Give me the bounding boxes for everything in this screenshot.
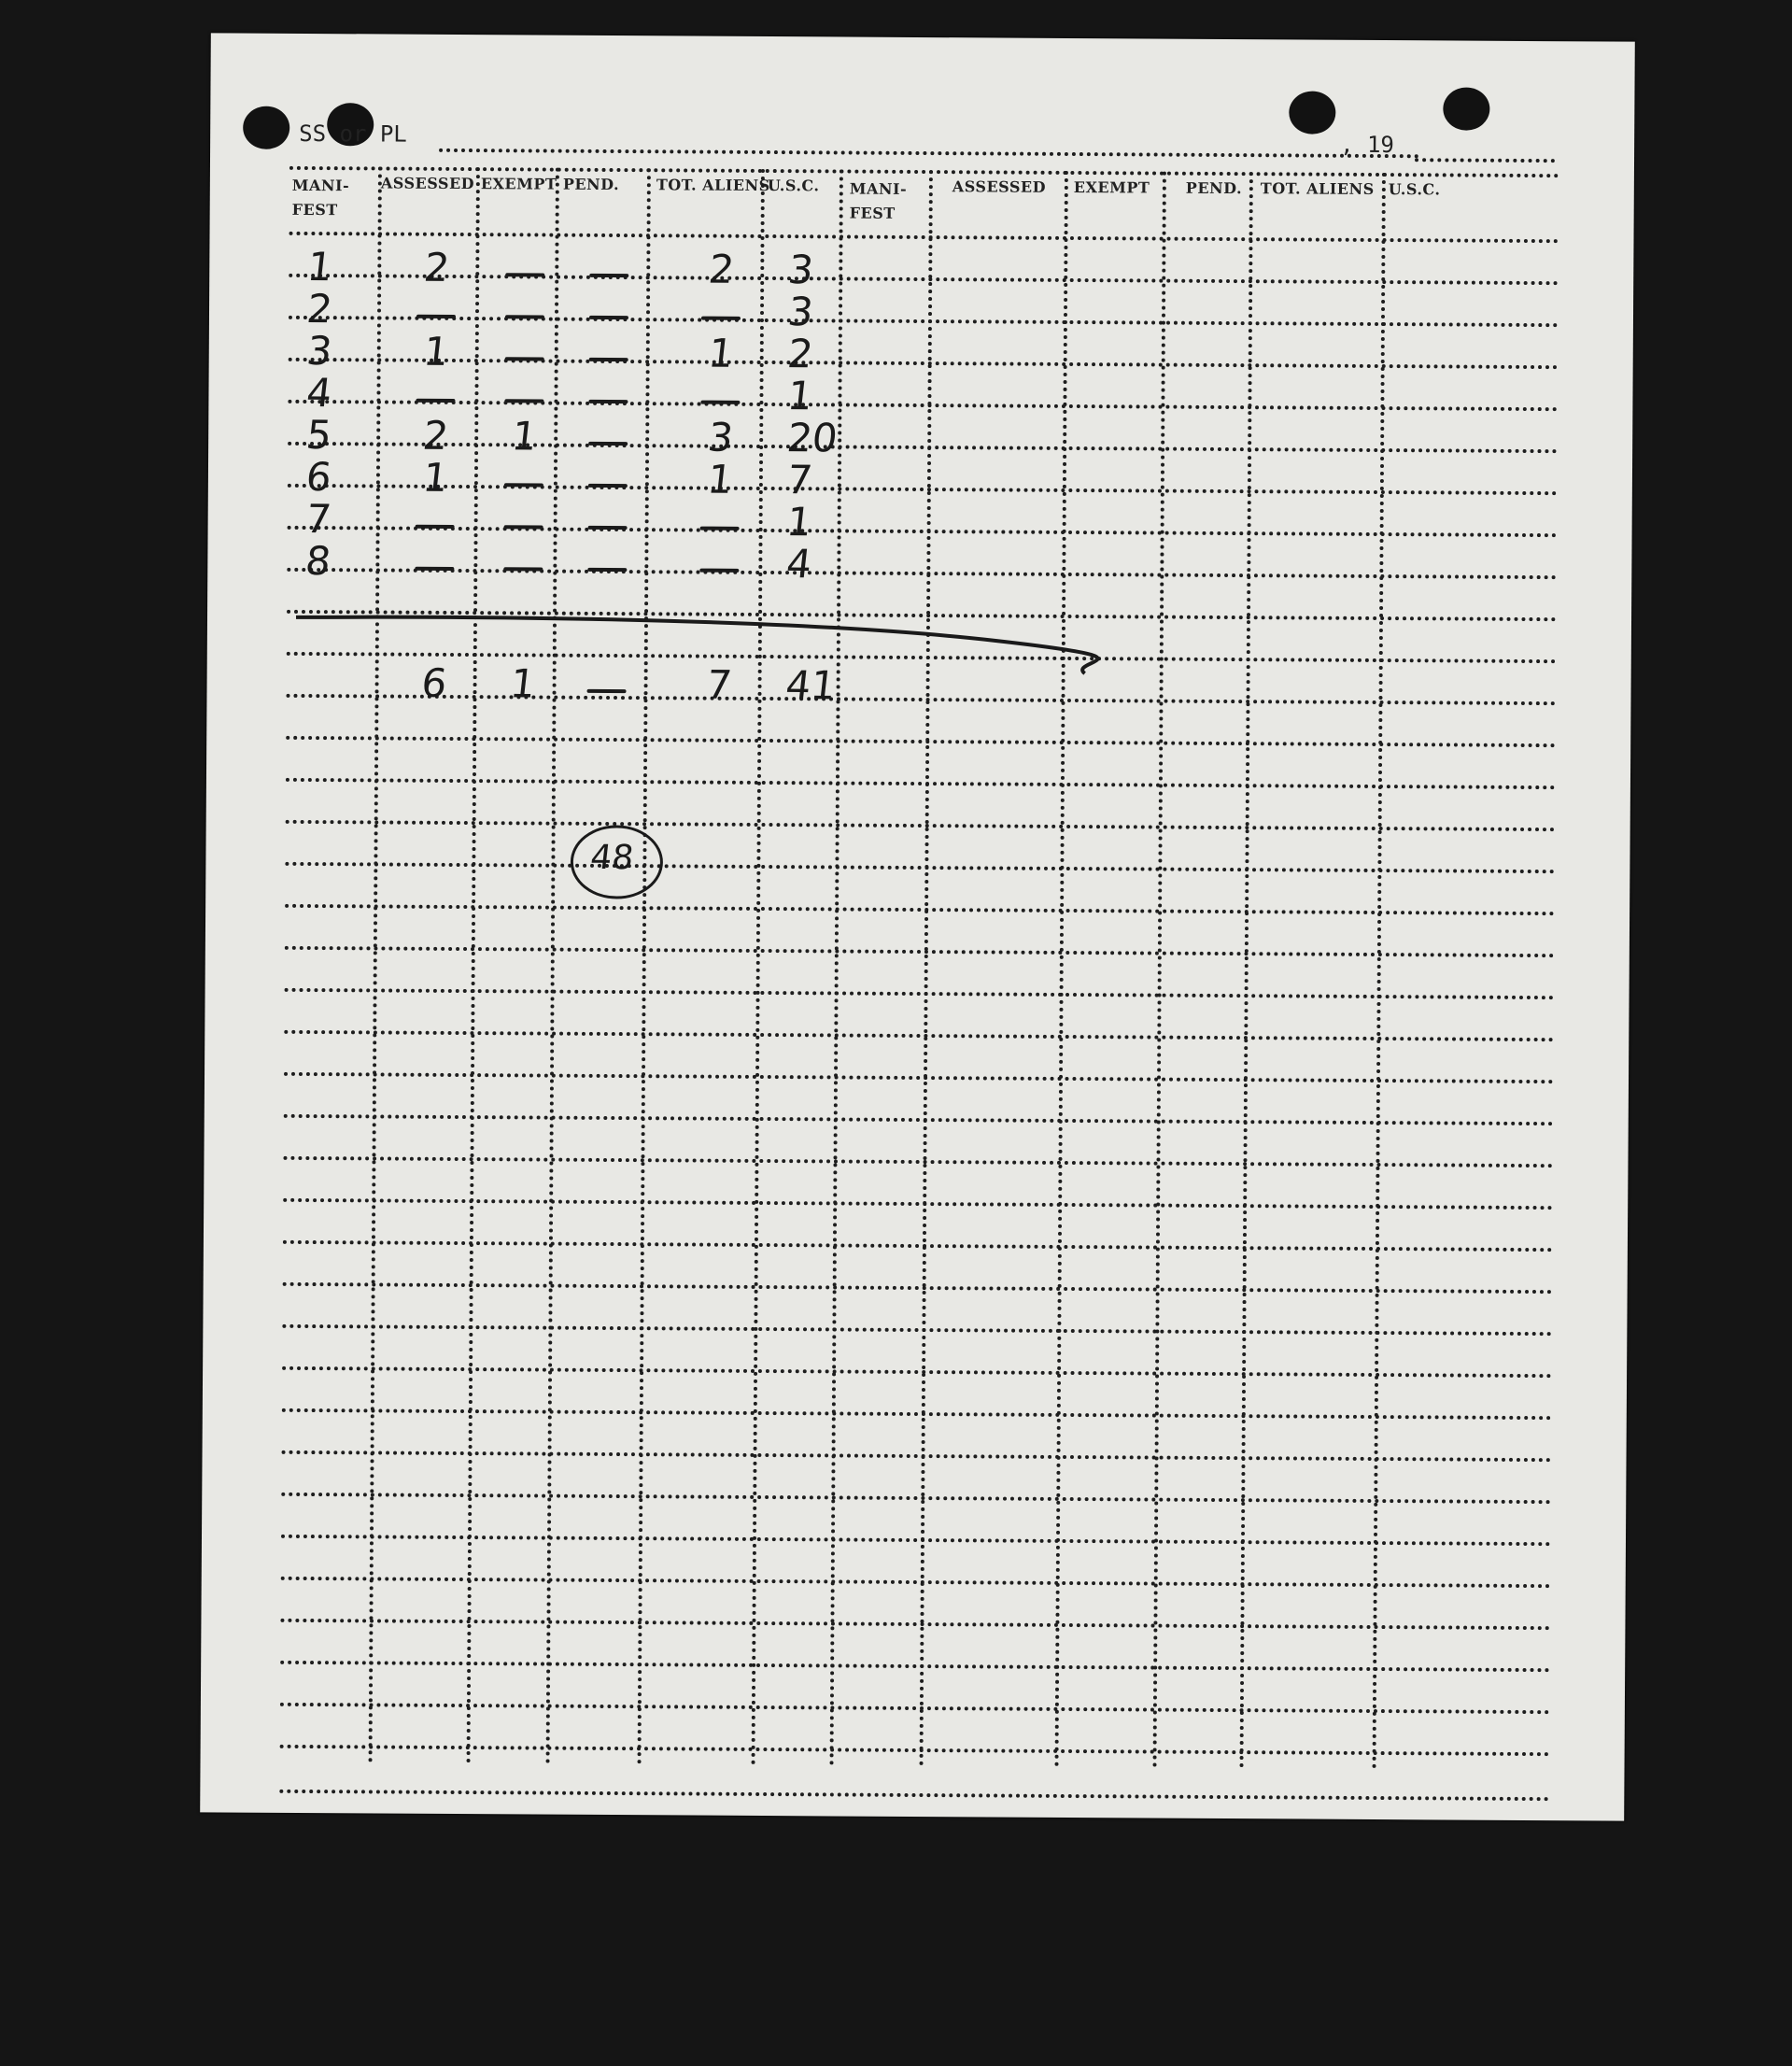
col-pend-right: PEND. — [1185, 178, 1243, 198]
entry-tot-aliens: 1 — [705, 456, 736, 502]
entry-usc: 4 — [783, 541, 814, 587]
col-exempt: EXEMPT — [480, 175, 557, 193]
entry-usc: 3 — [785, 247, 816, 293]
grand-total: 48 — [588, 838, 636, 878]
entry-tot-aliens: 2 — [706, 246, 737, 292]
col-manifest: MANI- FEST — [291, 176, 350, 219]
form-sheet — [200, 33, 1635, 1820]
total-exempt: 1 — [507, 660, 539, 707]
entry-manifest: 3 — [304, 328, 335, 375]
ship-label: SS or PL — [299, 120, 407, 148]
col-tot-aliens: TOT. ALIENS — [656, 176, 770, 195]
col-assessed-right: ASSESSED — [952, 177, 1047, 196]
col-usc-right: U.S.C. — [1388, 180, 1441, 199]
col-manifest-right: MANI- FEST — [849, 179, 908, 222]
entry-assessed: 1 — [420, 454, 451, 501]
entry-manifest: 2 — [304, 286, 335, 333]
entry-manifest: 1 — [304, 244, 335, 290]
entry-manifest: 4 — [303, 370, 334, 417]
total-underline — [200, 33, 1635, 1820]
total-assessed: 6 — [418, 659, 450, 706]
total-tot-aliens: 7 — [703, 661, 735, 708]
entry-assessed: 1 — [421, 328, 452, 375]
entry-manifest: 5 — [303, 412, 334, 459]
entry-usc: 3 — [785, 289, 816, 335]
entry-exempt: 1 — [509, 413, 540, 460]
entry-usc: 1 — [783, 499, 815, 545]
entry-usc: 20 — [784, 415, 840, 461]
entry-assessed: 2 — [421, 244, 452, 290]
entry-usc: 7 — [784, 457, 815, 503]
col-tot-aliens-right: TOT. ALIENS — [1260, 179, 1375, 198]
col-usc: U.S.C. — [767, 177, 820, 195]
entry-tot-aliens: 3 — [705, 414, 736, 460]
col-exempt-right: EXEMPT — [1073, 178, 1150, 197]
entry-usc: 1 — [784, 373, 815, 419]
year-label: , 19 — [1340, 131, 1395, 159]
entry-manifest: 6 — [303, 454, 334, 501]
entry-usc: 2 — [785, 331, 816, 377]
entry-assessed: 2 — [420, 412, 451, 459]
col-assessed: ASSESSED — [380, 174, 475, 193]
col-pend: PEND. — [562, 175, 620, 194]
total-usc: 41 — [783, 662, 839, 709]
entry-manifest: 7 — [303, 496, 334, 543]
entry-manifest: 8 — [303, 538, 333, 585]
entry-tot-aliens: 1 — [706, 330, 737, 376]
